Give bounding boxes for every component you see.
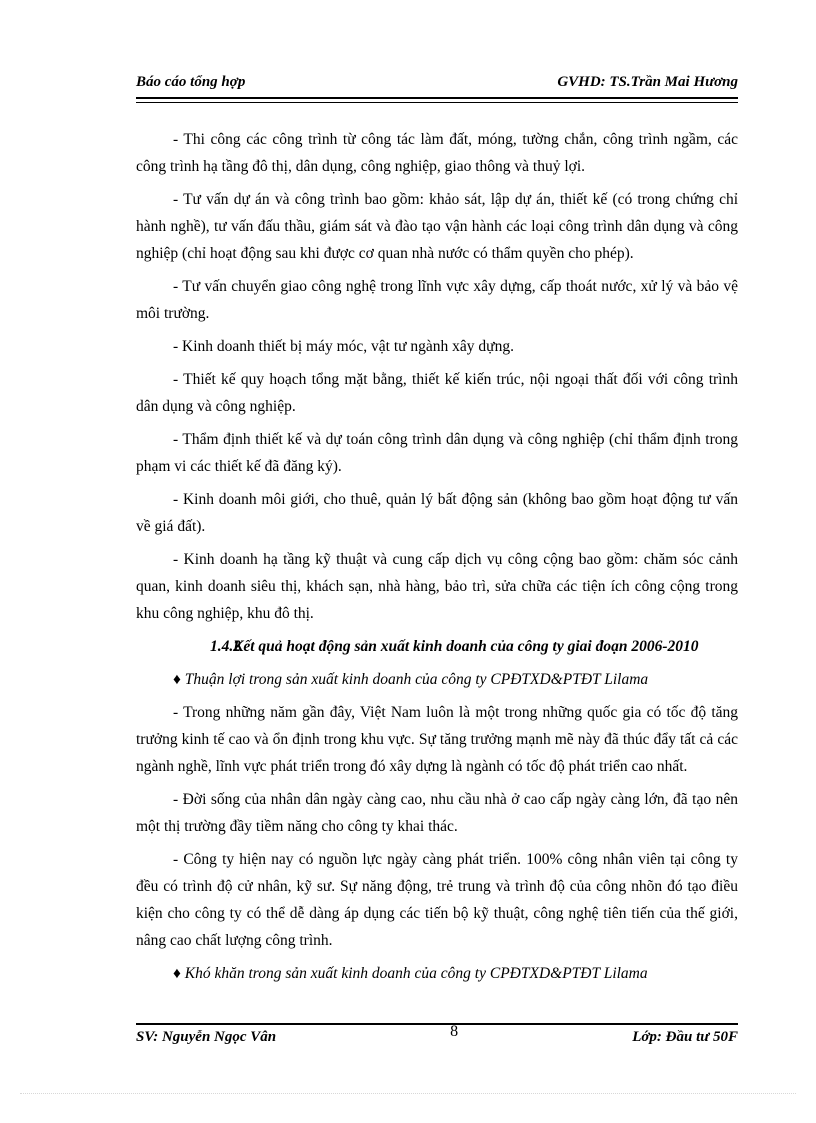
paragraph: - Thẩm định thiết kế và dự toán công trình dân dụng và công nghiệp (chỉ thẩm định trong phạm vi các thiết kế đã đăng ký). — [136, 431, 738, 475]
paragraph: - Kinh doanh hạ tầng kỹ thuật và cung cấp dịch vụ công cộng bao gồm: chăm sóc cảnh quan, kinh doanh siêu thị, khách sạn, nhà hàng, bảo trì, sửa chữa các tiện ích công cộng trong khu công nghiệp, khu đô thị. — [136, 551, 738, 622]
paragraph: - Tư vấn dự án và công trình bao gồm: khảo sát, lập dự án, thiết kế (có trong chứng chỉ hành nghề), tư vấn đấu thầu, giám sát và đào tạo vận hành các loại công trình dân dụng và công nghiệp (chỉ hoạt động sau khi được cơ quan nhà nước có thẩm quyền cho phép). — [136, 191, 738, 262]
section-number: 1.4.2 — [210, 638, 241, 655]
bullet-advantages: ♦ Thuận lợi trong sản xuất kinh doanh của công ty CPĐTXD&PTĐT Lilama — [173, 671, 649, 688]
paragraph: - Tư vấn chuyển giao công nghệ trong lĩnh vực xây dựng, cấp thoát nước, xử lý và bảo vệ môi trường. — [136, 278, 738, 322]
paragraph: - Thiết kế quy hoạch tổng mặt bằng, thiết kế kiến trúc, nội ngoại thất đối với công trình dân dụng và công nghiệp. — [136, 371, 738, 415]
page-number: 8 — [450, 1023, 459, 1040]
page-header — [136, 74, 738, 99]
header-report-title: Báo cáo tổng hợp — [136, 74, 246, 90]
footer-student: SV: Nguyễn Ngọc Vân — [136, 1029, 277, 1045]
page-bottom-divider — [20, 1093, 796, 1094]
header-rule — [136, 102, 738, 103]
bullet-difficulties: ♦ Khó khăn trong sản xuất kinh doanh của công ty CPĐTXD&PTĐT Lilama — [173, 965, 648, 982]
paragraph: - Đời sống của nhân dân ngày càng cao, nhu cầu nhà ở cao cấp ngày càng lớn, đã tạo nên một thị trường đầy tiềm năng cho công ty khai thác. — [136, 791, 738, 835]
paragraph: - Kinh doanh môi giới, cho thuê, quản lý bất động sản (không bao gồm hoạt động tư vấn về giá đất). — [136, 491, 738, 535]
paragraph: - Kinh doanh thiết bị máy móc, vật tư ngành xây dựng. — [173, 338, 514, 355]
page-footer — [136, 1023, 738, 1046]
footer-class: Lớp: Đầu tư 50F — [632, 1029, 738, 1045]
paragraph: - Thi công các công trình từ công tác làm đất, móng, tường chắn, công trình ngầm, các công trình hạ tầng đô thị, dân dụng, công nghiệp, giao thông và thuỷ lợi. — [136, 131, 738, 175]
header-supervisor: GVHD: TS.Trần Mai Hương — [557, 74, 738, 90]
paragraph: - Công ty hiện nay có nguồn lực ngày càng phát triển. 100% công nhân viên tại công ty đều có trình độ cử nhân, kỹ sư. Sự năng động, trẻ trung và trình độ của công nhõn đó tạo điều kiện cho công ty có thể dễ dàng áp dụng các tiến bộ kỹ thuật, công nghệ tiên tiến của thế giới, nâng cao chất lượng công trình. — [136, 851, 738, 949]
section-heading — [136, 633, 738, 660]
paragraph: - Trong những năm gần đây, Việt Nam luôn là một trong những quốc gia có tốc độ tăng trưởng kinh tế cao và ổn định trong khu vực. Sự tăng trưởng mạnh mẽ này đã thúc đẩy tất cả các ngành nghề, lĩnh vực phát triển trong đó xây dựng là ngành có tốc độ phát triển cao nhất. — [136, 704, 738, 775]
body-content — [136, 126, 738, 993]
section-title: Kết quả hoạt động sản xuất kinh doanh của công ty giai đoạn 2006-2010 — [233, 638, 699, 655]
